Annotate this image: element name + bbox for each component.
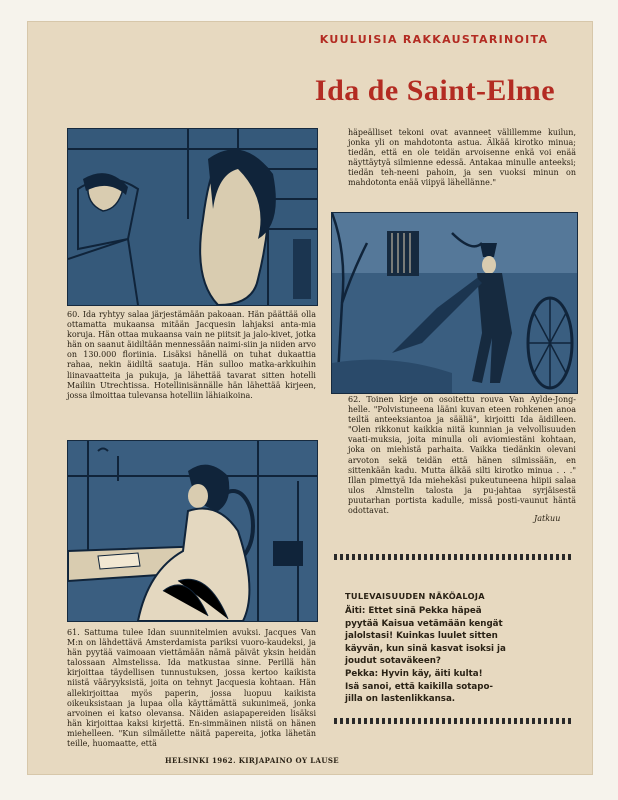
dialogue-line: joudut sotaväkeen? xyxy=(345,656,441,667)
dialogue-line: jalolstasi! Kuinkas luulet sitten xyxy=(345,631,498,642)
dialogue-line: Pekka: Hyvin käy, äiti kulta! xyxy=(345,669,483,679)
illustration-panel-62 xyxy=(331,212,578,394)
text-60: 60. Ida ryhtyy salaa järjestämään pakoaan. Hän päättää olla ottamatta mukaansa mitään Jacquesin lahjaksi anta-mia koruja. Hän ottaa mukaansa vain ne piitsit ja jalo-kivet, jotka hän on saanut äidiltään mennessään naimi-siin ja niiden arvo on 130.000 floriinia. Lisäksi hänellä on tuhat dukaattia rahaa, nekin äidiltä saatuja. Hän sulloo matka-arkkuihin liinavaatteita ja pukuja, ja lähettää tavarat sitten hotelli Mailiin Utrechtissa. Hotellinisännälle hän lähettää kirjeen, jossa ilmoittaa tulevansa hotelliin lähiaikoina. xyxy=(67,310,316,400)
illustration-panel-60 xyxy=(67,128,318,306)
text-61: 61. Sattuma tulee Idan suunnitelmien avuksi. Jacques Van M:n on lähdettävä Amsterdamista pariksi vuoro-kaudeksi, ja hän pyytää vaimoaan viettämään nämä päivät yksin heidän talossaan Almstelissa. Ida matkustaa sinne. Perillä hän kirjoittaa täydellisen tunnustuksen, jossa kertoo kaikista niistä vääryyksistä, joita on tehnyt Jacquesia kohtaan. Hän allekirjoittaa myös paperin, jossa luopuu kaikista oikeuksistaan ja lupaa olla käyttämättä sukunimeä, jonka arvoinen ei katso olevansa. Näiden asiapapereiden lisäksi hän kirjoittaa kaksi kirjettä. En-simmäinen niistä on hänen miehelleen. "Kun silmäilette näitä papereita, jotka lähetän teille, huomaatte, että xyxy=(67,628,316,749)
illustration-panel-61 xyxy=(67,440,318,622)
dialogue-line: Äiti: Ettet sinä Pekka häpeä xyxy=(345,606,482,616)
divider-top xyxy=(334,554,574,560)
box-title: TULEVAISUUDEN NÄKÖALOJA xyxy=(345,591,485,601)
text-61-continued: häpeälliset tekoni ovat avanneet välillemme kuilun, jonka yli on mahdotonta astua. Älkää kirotko minua; tiedän, että en ole teidän arvoisenne enkä voi enää näyttäytyä silmienne edessä. Antakaa minulle anteeksi; tiedän teh-neeni pahoin, ja sen vuoksi minun on mahdotonta enää viipyä lähellänne." xyxy=(348,128,576,188)
continued-label: Jatkuu xyxy=(534,514,561,523)
dialogue-line: pyytää Kaisua vetämään kengät xyxy=(345,618,503,629)
printer-footer: HELSINKI 1962. KIRJAPAINO OY LAUSE xyxy=(165,756,340,765)
dialogue-line: jilla on lastenlikkansa. xyxy=(345,694,456,705)
text-62: 62. Toinen kirje on osoitettu rouva Van Aylde-Jong-helle. "Polvistuneena lääni kuvan eteen rohkenen anoa teiltä anteeksiantoa ja sääliä", kirjoitti Ida äidilleen. "Olen rikkonut kaikkia niitä kunnian ja velvollisuuden vaati-muksia, joita minulla oli aviomiestäni kohtaan, joka on miehistä parhaita. Vaikka tiedänkin olevani arvoton sekä teidän että hänen silmissään, en sittenkään kadu. Mutta älkää silti kirotko minua . . ." Illan pimettyä Ida miehekäsi pukeutuneena hiipii salaa ulos Almstelin talosta ja pu-jahtaa syrjäisestä puutarhan portista kadulle, missä posti-vaunut häntä odottavat. xyxy=(348,395,576,516)
dialogue-line: Isä sanoi, että kaikilla sotapo- xyxy=(345,681,494,692)
series-title: KUULUISIA RAKKAUSTARINOITA xyxy=(319,33,549,46)
story-title: Ida de Saint-Elme xyxy=(314,74,556,107)
dialogue-line: käyvän, kun sinä kasvat isoksi ja xyxy=(345,643,506,654)
divider-bottom xyxy=(334,718,574,724)
